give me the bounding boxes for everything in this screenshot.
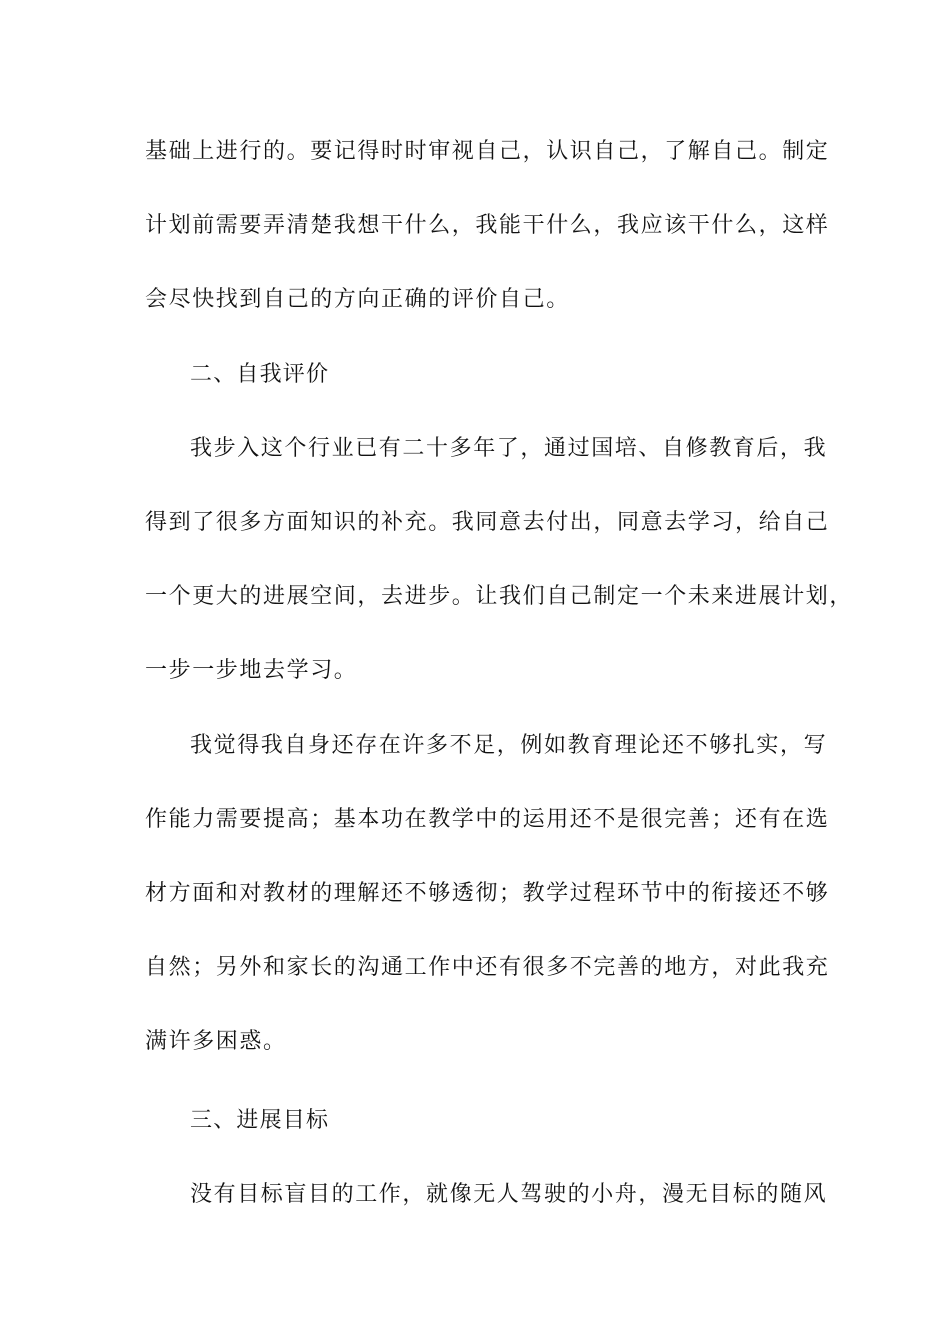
- text-line: 一个更大的进展空间，去进步。让我们自己制定一个未来进展计划，: [145, 584, 854, 609]
- text-line: 作能力需要提高；基本功在教学中的运用还不是很完善；还有在选: [145, 807, 830, 832]
- text-line: 一步一步地去学习。: [145, 658, 358, 683]
- section-heading: 三、进展目标: [190, 1108, 330, 1133]
- text-line: 满许多困惑。: [145, 1029, 287, 1054]
- text-line: 基础上进行的。要记得时时审视自己，认识自己，了解自己。制定: [145, 139, 830, 164]
- section-heading: 二、自我评价: [190, 362, 330, 387]
- text-line: 会尽快找到自己的方向正确的评价自己。: [145, 287, 570, 312]
- text-line: 我步入这个行业已有二十多年了，通过国培、自修教育后，我: [190, 436, 828, 461]
- text-line: 材方面和对教材的理解还不够透彻；教学过程环节中的衔接还不够: [145, 881, 830, 906]
- text-line: 自然；另外和家长的沟通工作中还有很多不完善的地方，对此我充: [145, 955, 830, 980]
- text-line: 得到了很多方面知识的补充。我同意去付出，同意去学习，给自己: [145, 510, 830, 535]
- text-line: 没有目标盲目的工作，就像无人驾驶的小舟，漫无目标的随风: [190, 1182, 828, 1207]
- text-line: 我觉得我自身还存在许多不足，例如教育理论还不够扎实，写: [190, 733, 828, 758]
- text-line: 计划前需要弄清楚我想干什么，我能干什么，我应该干什么，这样: [145, 213, 830, 238]
